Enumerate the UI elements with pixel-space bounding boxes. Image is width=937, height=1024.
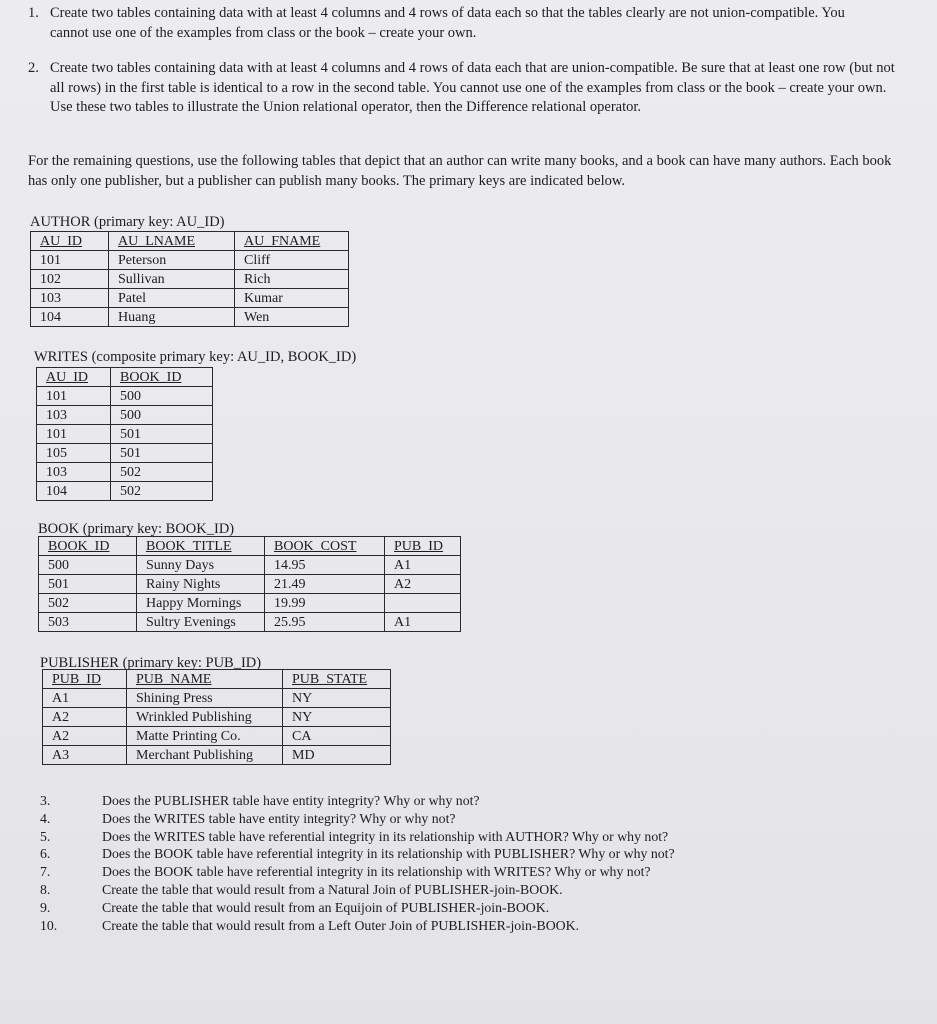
table-row bbox=[37, 482, 213, 501]
table-cell: 104 bbox=[37, 482, 111, 501]
table-header-row bbox=[39, 537, 461, 556]
column-header: BOOK_ID bbox=[111, 368, 213, 387]
question-text: Create two tables containing data with at least 4 columns and 4 rows of data each that are union-compatible. Be sure that at least one row (but not all rows) in the first table is identical to a row in the second table. You cannot use one of the examples from class or the book – create your own. Use these two tables to illustrate the Union relational operator, then the Difference relational operator. bbox=[50, 60, 895, 115]
table-row bbox=[37, 444, 213, 463]
list-item bbox=[40, 810, 800, 828]
table-row bbox=[37, 463, 213, 482]
table-cell: Patel bbox=[109, 289, 235, 308]
table-cell: 500 bbox=[39, 556, 137, 575]
question-text: Create two tables containing data with at least 4 columns and 4 rows of data each so that the tables clearly are not union-compatible. You cannot use one of the examples from class or the book – create your own. bbox=[50, 5, 845, 41]
list-item bbox=[40, 899, 800, 917]
table-row bbox=[31, 251, 349, 270]
question-number: 7. bbox=[40, 864, 51, 880]
table-cell: 102 bbox=[31, 270, 109, 289]
question-number: 1. bbox=[28, 5, 39, 21]
table-cell: 501 bbox=[39, 575, 137, 594]
table-cell: 501 bbox=[111, 444, 213, 463]
column-header: BOOK_TITLE bbox=[137, 537, 265, 556]
list-item bbox=[40, 828, 800, 846]
table-row bbox=[37, 425, 213, 444]
list-item bbox=[40, 792, 800, 810]
list-item bbox=[40, 863, 800, 881]
table-header-row bbox=[37, 368, 213, 387]
question-number: 5. bbox=[40, 828, 51, 844]
table-cell: 103 bbox=[37, 406, 111, 425]
table-cell: Shining Press bbox=[127, 689, 283, 708]
column-header: AU_LNAME bbox=[109, 232, 235, 251]
writes-table bbox=[36, 367, 213, 501]
table-cell: 502 bbox=[39, 594, 137, 613]
table-row bbox=[37, 387, 213, 406]
table-row bbox=[31, 270, 349, 289]
column-header: AU_FNAME bbox=[235, 232, 349, 251]
column-header: BOOK_ID bbox=[39, 537, 137, 556]
book-table-caption: BOOK (primary key: BOOK_ID) bbox=[38, 521, 235, 537]
table-cell: A1 bbox=[385, 556, 461, 575]
table-cell: 101 bbox=[37, 387, 111, 406]
table-cell: 502 bbox=[111, 463, 213, 482]
question-text: Does the BOOK table have referential integrity in its relationship with PUBLISHER? Why or why not? bbox=[102, 846, 675, 862]
question-number: 9. bbox=[40, 899, 51, 915]
question-text: Does the WRITES table have entity integrity? Why or why not? bbox=[102, 810, 456, 826]
table-row bbox=[31, 289, 349, 308]
table-cell: A2 bbox=[43, 708, 127, 727]
table-cell: A3 bbox=[43, 746, 127, 765]
table-cell: Matte Printing Co. bbox=[127, 727, 283, 746]
table-cell: 501 bbox=[111, 425, 213, 444]
table-row bbox=[39, 613, 461, 632]
table-row bbox=[37, 406, 213, 425]
author-table bbox=[30, 231, 349, 327]
table-cell: Sullivan bbox=[109, 270, 235, 289]
table-cell: 105 bbox=[37, 444, 111, 463]
list-item bbox=[40, 845, 800, 863]
table-cell: A2 bbox=[385, 575, 461, 594]
question-text: Create the table that would result from a Natural Join of PUBLISHER-join-BOOK. bbox=[102, 881, 563, 897]
table-cell: 104 bbox=[31, 308, 109, 327]
table-cell: 103 bbox=[37, 463, 111, 482]
table-cell: 14.95 bbox=[265, 556, 385, 575]
table-cell: Wrinkled Publishing bbox=[127, 708, 283, 727]
column-header: PUB_ID bbox=[43, 670, 127, 689]
table-cell: 502 bbox=[111, 482, 213, 501]
column-header: PUB_STATE bbox=[283, 670, 391, 689]
table-row bbox=[39, 594, 461, 613]
table-cell: A1 bbox=[385, 613, 461, 632]
question-number: 2. bbox=[28, 60, 39, 76]
table-cell: Cliff bbox=[235, 251, 349, 270]
table-header-row bbox=[43, 670, 391, 689]
question-text: Does the PUBLISHER table have entity integrity? Why or why not? bbox=[102, 793, 480, 808]
table-cell: A1 bbox=[43, 689, 127, 708]
table-row bbox=[43, 727, 391, 746]
table-cell: Huang bbox=[109, 308, 235, 327]
table-cell: Rich bbox=[235, 270, 349, 289]
table-cell: 19.99 bbox=[265, 594, 385, 613]
question-text: Create the table that would result from a Left Outer Join of PUBLISHER-join-BOOK. bbox=[102, 917, 580, 933]
question-text: Does the BOOK table have referential integrity in its relationship with WRITES? Why or why not? bbox=[102, 864, 651, 880]
table-cell: 101 bbox=[31, 251, 109, 270]
table-cell: 500 bbox=[111, 406, 213, 425]
column-header: BOOK_COST bbox=[265, 537, 385, 556]
intro-paragraph: For the remaining questions, use the following tables that depict that an author can write many books, and a book can have many authors. Each book has only one publisher, but a publisher can publish many books. The primary keys are indicated below. bbox=[28, 153, 892, 189]
table-row bbox=[39, 575, 461, 594]
table-cell: A2 bbox=[43, 727, 127, 746]
table-cell: Peterson bbox=[109, 251, 235, 270]
table-cell: Kumar bbox=[235, 289, 349, 308]
table-cell: 21.49 bbox=[265, 575, 385, 594]
column-header: AU_ID bbox=[37, 368, 111, 387]
table-cell: CA bbox=[283, 727, 391, 746]
table-cell: 25.95 bbox=[265, 613, 385, 632]
table-cell: Rainy Nights bbox=[137, 575, 265, 594]
question-number: 3. bbox=[40, 793, 51, 808]
table-cell: 101 bbox=[37, 425, 111, 444]
list-item bbox=[40, 881, 800, 899]
question-number: 8. bbox=[40, 881, 51, 897]
table-cell: 500 bbox=[111, 387, 213, 406]
table-row bbox=[31, 308, 349, 327]
question-number: 10. bbox=[40, 917, 58, 933]
table-cell: Wen bbox=[235, 308, 349, 327]
column-header: PUB_NAME bbox=[127, 670, 283, 689]
column-header: AU_ID bbox=[31, 232, 109, 251]
publisher-table bbox=[42, 669, 391, 765]
writes-table-caption: WRITES (composite primary key: AU_ID, BOOK_ID) bbox=[34, 349, 357, 365]
table-cell: Sultry Evenings bbox=[137, 613, 265, 632]
table-cell: Happy Mornings bbox=[137, 594, 265, 613]
author-table-caption: AUTHOR (primary key: AU_ID) bbox=[30, 214, 225, 230]
question-text: Create the table that would result from an Equijoin of PUBLISHER-join-BOOK. bbox=[102, 899, 550, 915]
table-cell: Sunny Days bbox=[137, 556, 265, 575]
table-row bbox=[43, 689, 391, 708]
table-cell: 503 bbox=[39, 613, 137, 632]
table-cell: Merchant Publishing bbox=[127, 746, 283, 765]
list-item bbox=[40, 917, 800, 935]
table-cell: MD bbox=[283, 746, 391, 765]
question-text: Does the WRITES table have referential integrity in its relationship with AUTHOR? Why or why not? bbox=[102, 828, 669, 844]
table-cell: NY bbox=[283, 708, 391, 727]
table-row bbox=[43, 746, 391, 765]
table-cell bbox=[385, 594, 461, 613]
table-row bbox=[43, 708, 391, 727]
table-row bbox=[39, 556, 461, 575]
publisher-table-caption: PUBLISHER (primary key: PUB_ID) bbox=[40, 655, 262, 671]
book-table bbox=[38, 536, 461, 632]
question-number: 6. bbox=[40, 846, 51, 862]
question-list bbox=[40, 792, 800, 934]
table-cell: 103 bbox=[31, 289, 109, 308]
column-header: PUB_ID bbox=[385, 537, 461, 556]
table-header-row bbox=[31, 232, 349, 251]
table-cell: NY bbox=[283, 689, 391, 708]
question-number: 4. bbox=[40, 810, 51, 826]
